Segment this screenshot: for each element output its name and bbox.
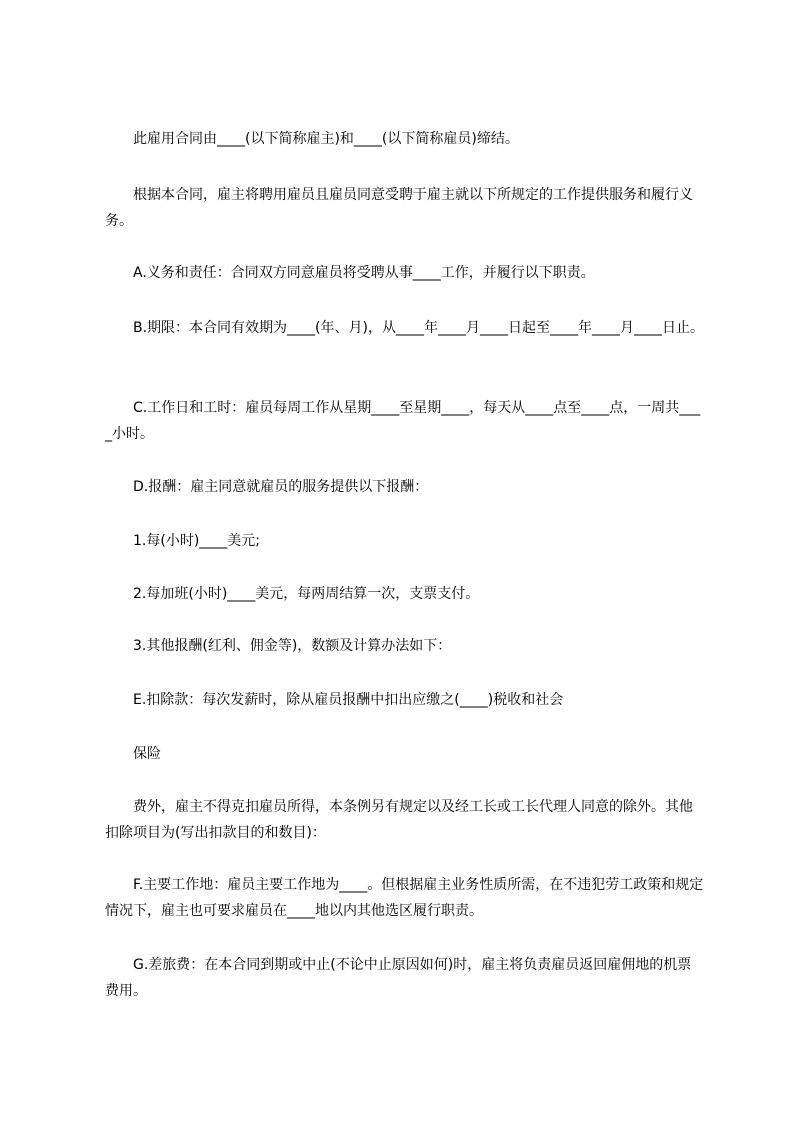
- paragraph-d-pay: D.报酬：雇主同意就雇员的服务提供以下报酬：: [105, 479, 429, 495]
- paragraph-a-duties: A.义务和责任：合同双方同意雇员将受聘从事____工作，并履行以下职责。: [105, 265, 595, 281]
- paragraph-f-location: F.主要工作地：雇员主要工作地为____。但根据雇主业务性质所需，在不违犯劳工政策和规定情况下，雇主也可要求雇员在____地以内其他选区履行职责。: [105, 877, 704, 919]
- paragraph-g-travel: G.差旅费：在本合同到期或中止(不论中止原因如何)时，雇主将负责雇员返回雇佣地的机票费用。: [105, 957, 692, 999]
- paragraph-d2-overtime: 2.每加班(小时)____美元，每两周结算一次，支票支付。: [105, 586, 480, 602]
- paragraph-basis: 根据本合同，雇主将聘用雇员且雇员同意受聘于雇主就以下所规定的工作提供服务和履行义务。: [105, 187, 693, 229]
- paragraph-c-hours: C.工作日和工时：雇员每周工作从星期____至星期____，每天从____点至____点，一周共____小时。: [105, 400, 701, 442]
- paragraph-b-term: B.期限：本合同有效期为____(年、月)，从____年____月____日起至____年____月____日止。: [105, 320, 704, 336]
- paragraph-d3-other: 3.其他报酬(红利、佣金等)，数额及计算办法如下：: [105, 638, 452, 654]
- paragraph-intro: 此雇用合同由____(以下简称雇主)和____(以下简称雇员)缔结。: [105, 131, 519, 147]
- paragraph-d1-hourly: 1.每(小时)____美元;: [105, 533, 260, 549]
- paragraph-e-deductions: E.扣除款：每次发薪时，除从雇员报酬中扣出应缴之(____)税收和社会: [105, 692, 564, 708]
- paragraph-e-insurance: 保险: [105, 746, 161, 762]
- paragraph-e-more: 费外，雇主不得克扣雇员所得，本条例另有规定以及经工长或工长代理人同意的除外。其他扣除项目为(写出扣款目的和数目)：: [105, 799, 693, 841]
